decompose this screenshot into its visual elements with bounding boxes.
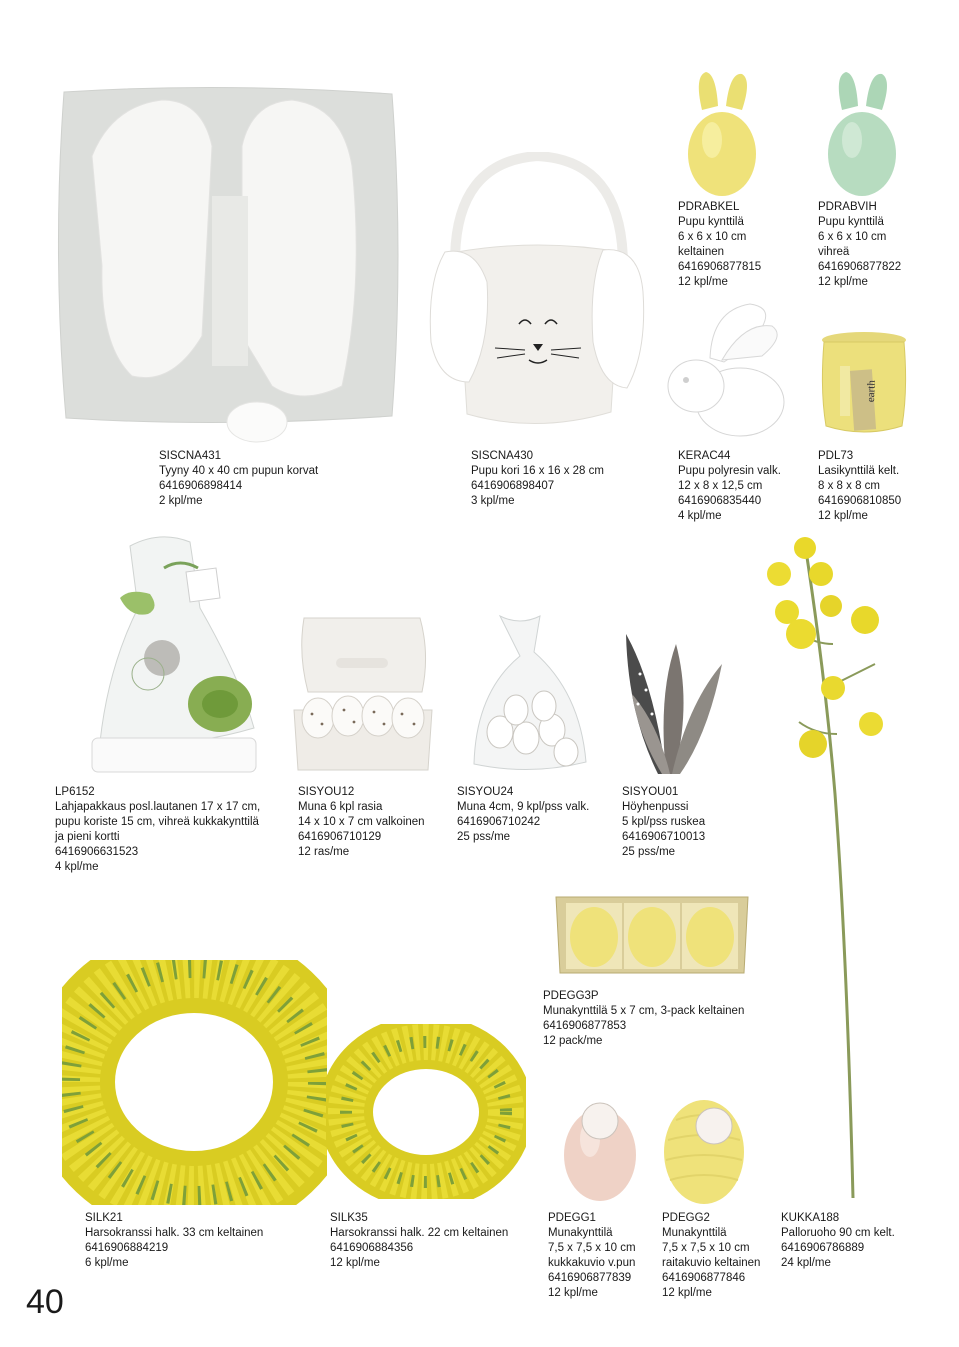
striped-yellow-egg-candle-image xyxy=(662,1090,747,1208)
product-code: SILK21 xyxy=(85,1212,123,1224)
product-line: vihreä xyxy=(818,246,850,258)
product-line: 25 pss/me xyxy=(457,831,511,843)
product-line: 6416906835440 xyxy=(678,495,762,507)
egg-bag-image xyxy=(470,612,590,777)
product-line: Pupu kynttilä xyxy=(818,216,884,228)
product-line: 6416906898407 xyxy=(471,480,555,492)
cushion-image xyxy=(52,86,407,446)
product-line: 12 kpl/me xyxy=(818,276,868,288)
product-code: PDRABKEL xyxy=(678,201,740,213)
product-line: Muna 4cm, 9 kpl/pss valk. xyxy=(457,801,590,813)
large-yellow-wreath-image xyxy=(62,960,327,1205)
product-line: keltainen xyxy=(678,246,725,258)
product-line: 4 kpl/me xyxy=(55,861,99,873)
product-code: SISYOU01 xyxy=(622,786,679,798)
product-caption-sisyou24 xyxy=(457,785,589,845)
product-line: Munakynttilä 5 x 7 cm, 3-pack keltainen xyxy=(543,1005,745,1017)
pompom-flower-stem-image xyxy=(755,534,895,1204)
egg-candle-3pack-image xyxy=(552,893,752,978)
product-caption-silk35 xyxy=(330,1211,508,1271)
product-code: KUKKA188 xyxy=(781,1212,840,1224)
product-line: kukkakuvio v.pun xyxy=(548,1257,636,1269)
product-line: 24 kpl/me xyxy=(781,1257,831,1269)
product-code: PDEGG3P xyxy=(543,990,599,1002)
product-line: 12 kpl/me xyxy=(330,1257,380,1269)
product-code: SISYOU24 xyxy=(457,786,514,798)
product-line: 3 kpl/me xyxy=(471,495,515,507)
egg-carton-image xyxy=(290,614,435,774)
product-line: 25 pss/me xyxy=(622,846,676,858)
product-caption-kukka188 xyxy=(781,1211,895,1271)
product-code: SISCNA430 xyxy=(471,450,534,462)
feather-bag-image xyxy=(618,624,728,779)
product-line: Harsokranssi halk. 22 cm keltainen xyxy=(330,1227,509,1239)
product-line: pupu koriste 15 cm, vihreä kukkakynttilä xyxy=(55,816,259,828)
product-line: 14 x 10 x 7 cm valkoinen xyxy=(298,816,425,828)
product-caption-siscna430 xyxy=(471,449,604,509)
product-line: 8 x 8 x 8 cm xyxy=(818,480,880,492)
product-caption-kerac44 xyxy=(678,449,781,524)
product-line: 4 kpl/me xyxy=(678,510,722,522)
green-bunny-candle-image xyxy=(822,66,902,196)
product-line: 6416906877839 xyxy=(548,1272,632,1284)
product-line: 12 x 8 x 12,5 cm xyxy=(678,480,763,492)
product-line: 6416906884219 xyxy=(85,1242,169,1254)
product-code: LP6152 xyxy=(55,786,95,798)
product-code: PDEGG1 xyxy=(548,1212,596,1224)
product-line: 6 x 6 x 10 cm xyxy=(678,231,747,243)
product-line: 6416906631523 xyxy=(55,846,139,858)
product-code: PDL73 xyxy=(818,450,854,462)
product-caption-pdegg1 xyxy=(548,1211,636,1301)
product-caption-pdegg2 xyxy=(662,1211,760,1301)
product-line: 2 kpl/me xyxy=(159,495,203,507)
product-line: Lahjapakkaus posl.lautanen 17 x 17 cm, xyxy=(55,801,261,813)
pink-egg-candle-image xyxy=(560,1095,640,1205)
product-line: 6416906710242 xyxy=(457,816,541,828)
product-caption-sisyou01 xyxy=(622,785,705,860)
product-code: SISYOU12 xyxy=(298,786,355,798)
product-line: 6416906884356 xyxy=(330,1242,414,1254)
product-line: ja pieni kortti xyxy=(55,831,120,843)
product-line: Lasikynttilä kelt. xyxy=(818,465,900,477)
product-line: 6 kpl/me xyxy=(85,1257,129,1269)
white-bunny-figurine-image xyxy=(660,300,790,440)
product-line: 7,5 x 7,5 x 10 cm xyxy=(548,1242,636,1254)
product-caption-siscna431 xyxy=(159,449,318,509)
product-line: Harsokranssi halk. 33 cm keltainen xyxy=(85,1227,264,1239)
product-line: 12 kpl/me xyxy=(548,1287,598,1299)
product-line: raitakuvio keltainen xyxy=(662,1257,761,1269)
jar-label-text: earth xyxy=(865,379,878,403)
product-code: SISCNA431 xyxy=(159,450,222,462)
product-line: 6416906810850 xyxy=(818,495,902,507)
small-yellow-wreath-image xyxy=(326,1024,526,1199)
product-code: PDEGG2 xyxy=(662,1212,710,1224)
product-code: KERAC44 xyxy=(678,450,731,462)
product-line: 6416906710129 xyxy=(298,831,382,843)
bunny-basket-image xyxy=(425,152,650,437)
product-code: SILK35 xyxy=(330,1212,368,1224)
product-line: Muna 6 kpl rasia xyxy=(298,801,383,813)
product-line: 6416906710013 xyxy=(622,831,706,843)
product-line: Pupu kori 16 x 16 x 28 cm xyxy=(471,465,604,477)
product-caption-pdrabvih xyxy=(818,200,901,290)
product-line: Höyhenpussi xyxy=(622,801,689,813)
product-line: Tyyny 40 x 40 cm pupun korvat xyxy=(159,465,319,477)
product-line: Palloruoho 90 cm kelt. xyxy=(781,1227,895,1239)
product-line: 12 kpl/me xyxy=(662,1287,712,1299)
product-line: Munakynttilä xyxy=(548,1227,613,1239)
product-caption-sisyou12 xyxy=(298,785,425,860)
product-caption-pdegg3p xyxy=(543,989,744,1049)
product-line: 6416906786889 xyxy=(781,1242,865,1254)
product-line: 12 kpl/me xyxy=(818,510,868,522)
product-line: 6416906898414 xyxy=(159,480,243,492)
product-line: Pupu kynttilä xyxy=(678,216,744,228)
product-line: Munakynttilä xyxy=(662,1227,727,1239)
product-line: 12 kpl/me xyxy=(678,276,728,288)
product-line: Pupu polyresin valk. xyxy=(678,465,781,477)
page-number: 40 xyxy=(26,1283,64,1321)
glass-jar-candle-image xyxy=(818,330,910,438)
product-line: 7,5 x 7,5 x 10 cm xyxy=(662,1242,750,1254)
product-caption-pdrabkel xyxy=(678,200,761,290)
yellow-bunny-candle-image xyxy=(682,66,762,196)
gift-pack-image xyxy=(90,528,260,773)
product-line: 5 kpl/pss ruskea xyxy=(622,816,706,828)
product-caption-silk21 xyxy=(85,1211,263,1271)
product-line: 6416906877846 xyxy=(662,1272,746,1284)
product-line: 6416906877822 xyxy=(818,261,902,273)
product-line: 12 pack/me xyxy=(543,1035,603,1047)
product-line: 12 ras/me xyxy=(298,846,350,858)
product-caption-lp6152 xyxy=(55,785,260,875)
product-line: 6 x 6 x 10 cm xyxy=(818,231,887,243)
product-caption-pdl73 xyxy=(818,449,901,524)
product-code: PDRABVIH xyxy=(818,201,877,213)
product-line: 6416906877815 xyxy=(678,261,762,273)
product-line: 6416906877853 xyxy=(543,1020,627,1032)
